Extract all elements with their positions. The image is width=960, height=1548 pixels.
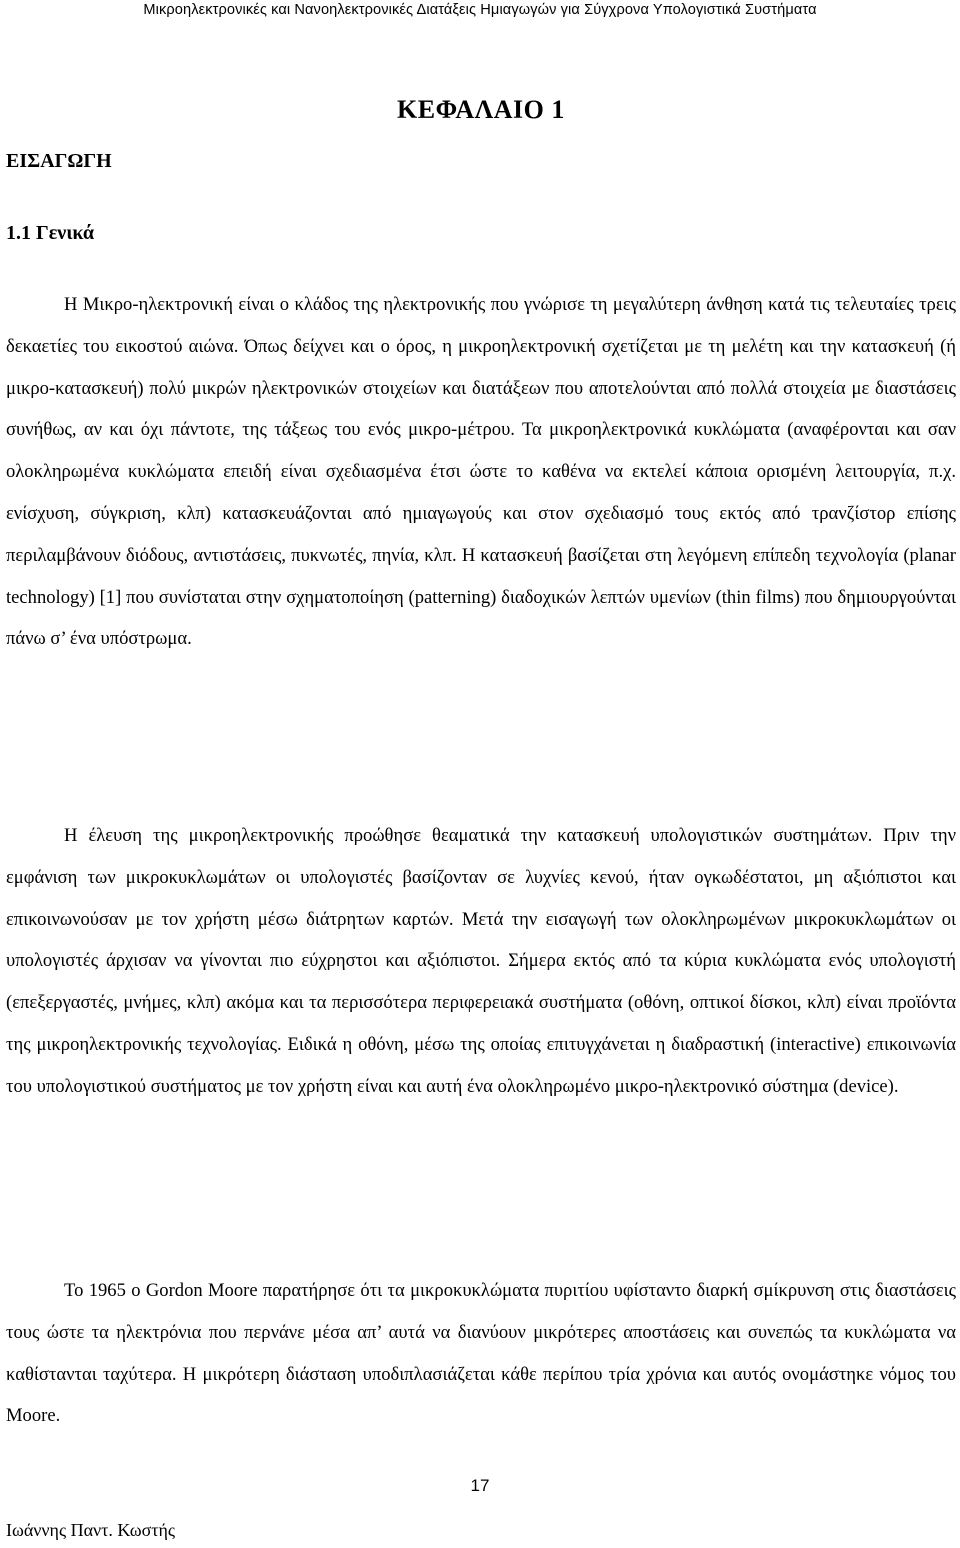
page-number: 17	[470, 1476, 490, 1495]
chapter-label: ΚΕΦΑΛΑΙΟ 1	[397, 95, 565, 124]
body-paragraph: Η Μικρο-ηλεκτρονική είναι ο κλάδος της ηλεκτρονικής που γνώρισε τη μεγαλύτερη άνθηση κατά τις τελευταίες τρεις δεκαετίες του εικοστού αιώνα. Όπως δείχνει και ο όρος, η μικροηλεκτρονική σχετίζεται με τη μελέτη και την κατασκευή (ή μικρο-κατασκευή) πολύ μικρών ηλεκτρονικών στοιχείων και διατάξεων που αποτελούνται από πολλά στοιχεία με διαστάσεις συνήθως, αν και όχι πάντοτε, της τάξεως του ενός μικρο-μέτρου. Τα μικροηλεκτρονικά κυκλώματα (αναφέρονται και σαν ολοκληρωμένα κυκλώματα επειδή είναι σχεδιασμένα έτσι ώστε το καθένα να εκτελεί κάποια ορισμένη λειτουργία, π.χ. ενίσχυση, σύγκριση, κλπ) κατασκευάζονται από ημιαγωγούς και στον σχεδιασμό τους εκτός από τρανζίστορ επίσης περιλαμβάνουν διόδους, αντιστάσεις, πυκνωτές, πηνία, κλπ. Η κατασκευή βασίζεται στη λεγόμενη επίπεδη τεχνολογία (planar technology) [1] που συνίσταται στην σχηματοποίηση (patterning) διαδοχικών λεπτών υμενίων (thin films) που δημιουργούνται πάνω σ’ ένα υπόστρωμα.	[6, 294, 956, 650]
body-paragraph: Η έλευση της μικροηλεκτρονικής προώθησε θεαματικά την κατασκευή υπολογιστικών συστημάτων. Πριν την εμφάνιση των μικροκυκλωμάτων οι υπολογιστές βασίζονταν σε λυχνίες κενού, ήταν ογκωδέστατοι, μη αξιόπιστοι και επικοινωνούσαν με τον χρήστη μέσω διάτρητων καρτών. Μετά την εισαγωγή των ολοκληρωμένων μικροκυκλωμάτων οι υπολογιστές άρχισαν να γίνονται πιο εύχρηστοι και αξιόπιστοι. Σήμερα εκτός από τα κύρια κυκλώματα ενός υπολογιστή (επεξεργαστές, μνήμες, κλπ) ακόμα και τα περισσότερα περιφερειακά συστήματα (οθόνη, οπτικοί δίσκοι, κλπ) είναι προϊόντα της μικροηλεκτρονικής τεχνολογίας. Ειδικά η οθόνη, μέσω της οποίας επιτυγχάνεται η διαδραστική (interactive) επικοινωνία του υπολογιστικού συστήματος με τον χρήστη είναι και αυτή ένα ολοκληρωμένο μικρο-ηλεκτρονικό σύστημα (device).	[6, 825, 956, 1097]
running-header: Μικροηλεκτρονικές και Νανοηλεκτρονικές Διατάξεις Ημιαγωγών για Σύγχρονα Υπολογιστικά Συστήματα	[143, 2, 817, 18]
chapter-title: ΕΙΣΑΓΩΓΗ	[6, 150, 112, 172]
section-heading: 1.1 Γενικά	[6, 222, 95, 244]
body-paragraph: Το 1965 ο Gordon Moore παρατήρησε ότι τα μικροκυκλώματα πυριτίου υφίσταντο διαρκή σμίκρυνση στις διαστάσεις τους ώστε τα ηλεκτρόνια που περνάνε μέσα απ’ αυτά να διανύουν μικρότερες αποστάσεις και συνεπώς τα κυκλώματα να καθίστανται ταχύτερα. Η μικρότερη διάσταση υποδιπλασιάζεται κάθε περίπου τρία χρόνια και αυτός ονομάστηκε νόμος του Moore.	[6, 1280, 956, 1427]
author-footer: Ιωάννης Παντ. Κωστής	[6, 1520, 176, 1540]
